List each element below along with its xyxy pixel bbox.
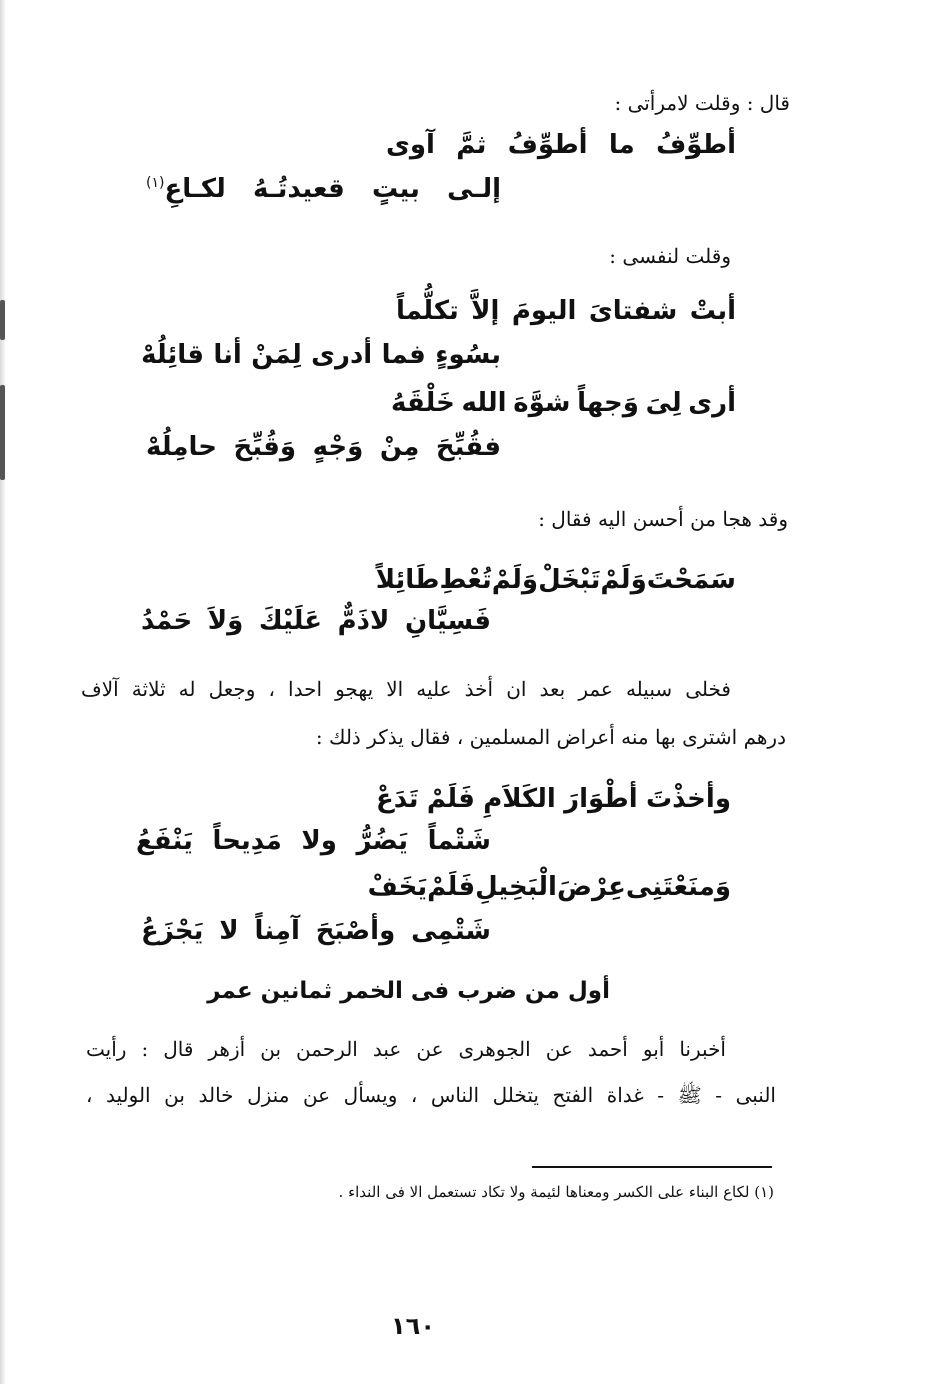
- verse-word: آمِناً: [254, 916, 300, 946]
- verse-line: [141, 340, 501, 370]
- verse-word: إلاَّ: [471, 296, 500, 326]
- verse-word: فقُبِّحَ: [435, 432, 501, 462]
- verse-word: شوَّهَ: [513, 388, 571, 418]
- verse-word: أبتْ: [689, 296, 736, 326]
- scan-mark: [0, 385, 5, 480]
- prose-line: درهم اشترى بها منه أعراض المسلمين ، فقال يذكر ذلك :: [315, 725, 786, 749]
- verse-word: حَمْدُ: [141, 606, 193, 636]
- verse-line: [391, 388, 736, 418]
- verse-word: وَجْهٍ: [312, 432, 364, 462]
- scan-mark: [0, 300, 5, 340]
- verse-word: وأصْبَحَ: [315, 916, 396, 946]
- intro-line: وقد هجا من أحسن اليه فقال :: [538, 507, 788, 531]
- scan-edge: [0, 0, 6, 1384]
- verse-word: بيتٍ: [371, 174, 420, 204]
- footnote-text: (١) لكاع البناء على الكسر ومعناها لئيمة ولا تكاد تستعمل الا فى النداء .: [338, 1183, 774, 1201]
- verse-word: تَبْخَلْ: [538, 565, 601, 595]
- verse-word: أطْوَارَ: [564, 784, 638, 814]
- verse-word: فَسِيَّانِ: [404, 606, 491, 636]
- verse-line: [386, 130, 736, 160]
- verse-word: يَجْزَعُ: [141, 916, 204, 946]
- footnote-rule: [532, 1166, 772, 1168]
- section-heading: أول من ضرب فى الخمر ثمانين عمر: [207, 978, 610, 1004]
- verse-word: أطوِّفُ: [507, 130, 588, 160]
- verse-word: مَدِيحاً: [212, 826, 282, 856]
- verse-line: [396, 296, 736, 326]
- verse-word: خَلْقَهُ: [391, 388, 455, 418]
- verse-word: أنا: [213, 340, 242, 370]
- verse-line: [376, 784, 731, 814]
- verse-word: مِنْ: [379, 432, 420, 462]
- prose-line: فخلى سبيله عمر بعد ان أخذ عليه الا يهجو احدا ، وجعل له ثلاثة آلاف: [81, 677, 731, 701]
- verse-line: [136, 826, 491, 856]
- verse-word: لِىَ: [645, 388, 682, 418]
- prose-line: النبى - ﷺ - غداة الفتح يتخلل الناس ، ويسأل عن منزل خالد بن الوليد ،: [86, 1083, 776, 1107]
- verse-word: وَمنَعْتَنِى: [625, 872, 731, 902]
- verse-word: تكلُّماً: [396, 296, 459, 326]
- verse-word: آوى: [386, 130, 435, 160]
- verse-line: [146, 174, 501, 204]
- verse-word: وَلَمْ: [491, 565, 539, 595]
- verse-word: إلـى: [447, 174, 501, 204]
- verse-word: شفتاىَ: [588, 296, 678, 326]
- verse-word: تُعْطِ: [439, 565, 492, 595]
- prose-line: أخبرنا أبو أحمد عن الجوهرى عن عبد الرحمن بن أزهر قال : رأيت: [86, 1037, 726, 1061]
- verse-word: لِمَنْ: [251, 340, 302, 370]
- verse-line: [141, 916, 491, 946]
- verse-word: عَلَيْكَ: [258, 606, 323, 636]
- page-number: ١٦٠: [391, 1312, 435, 1340]
- intro-line: وقلت لنفسى :: [609, 244, 731, 268]
- verse-word: ثمَّ: [456, 130, 487, 160]
- verse-word: قعيدتُـهُ: [253, 174, 345, 204]
- verse-word: الله: [461, 388, 507, 418]
- verse-word: حامِلُهْ: [146, 432, 217, 462]
- verse-word: وَجهاً: [577, 388, 639, 418]
- verse-word: أطوِّفُ: [656, 130, 736, 160]
- verse-word: فَلَمْ: [427, 872, 476, 902]
- verse-word: يَخَفْ: [367, 872, 428, 902]
- verse-word: تَدَعْ: [376, 784, 419, 814]
- verse-word: عِرْضَ: [556, 872, 626, 902]
- verse-word: سَمَحْتَ: [646, 565, 736, 595]
- verse-line: [375, 565, 736, 595]
- verse-word: الْبَخِيلِ: [475, 872, 557, 902]
- verse-word: الكَلاَمِ: [483, 784, 556, 814]
- verse-word: أرى: [688, 388, 736, 418]
- verse-line: [141, 606, 491, 636]
- verse-word: [146, 174, 226, 204]
- verse-word: لكـاعِ: [164, 174, 226, 204]
- verse-word: شَتْمِى: [411, 916, 491, 946]
- verse-word: يَنْفَعُ: [136, 826, 193, 856]
- verse-word: وأخذْتَ: [646, 784, 731, 814]
- verse-word: لا: [219, 916, 239, 946]
- verse-word: أدرى: [311, 340, 373, 370]
- verse-word: يَضُرُّ: [356, 826, 409, 856]
- verse-word: وَلاَ: [207, 606, 244, 636]
- verse-word: فما: [381, 340, 426, 370]
- verse-word: ولا: [301, 826, 337, 856]
- verse-word: وَلَمْ: [600, 565, 647, 595]
- intro-line: قال : وقلت لامرأتى :: [614, 91, 790, 115]
- verse-word: وَقُبِّحَ: [233, 432, 297, 462]
- verse-line: [146, 432, 501, 462]
- verse-word: بسُوءٍ: [435, 340, 501, 370]
- verse-word: فَلَمْ: [426, 784, 475, 814]
- footnote-marker: (١): [146, 175, 165, 192]
- verse-word: اليومَ: [511, 296, 577, 326]
- verse-word: قائِلُهْ: [141, 340, 204, 370]
- verse-word: ما: [608, 130, 635, 160]
- verse-word: شَتْماً: [427, 826, 491, 856]
- verse-line: [367, 872, 731, 902]
- verse-word: لاذَمٌّ: [337, 606, 390, 636]
- verse-word: طَائِلاً: [375, 565, 440, 595]
